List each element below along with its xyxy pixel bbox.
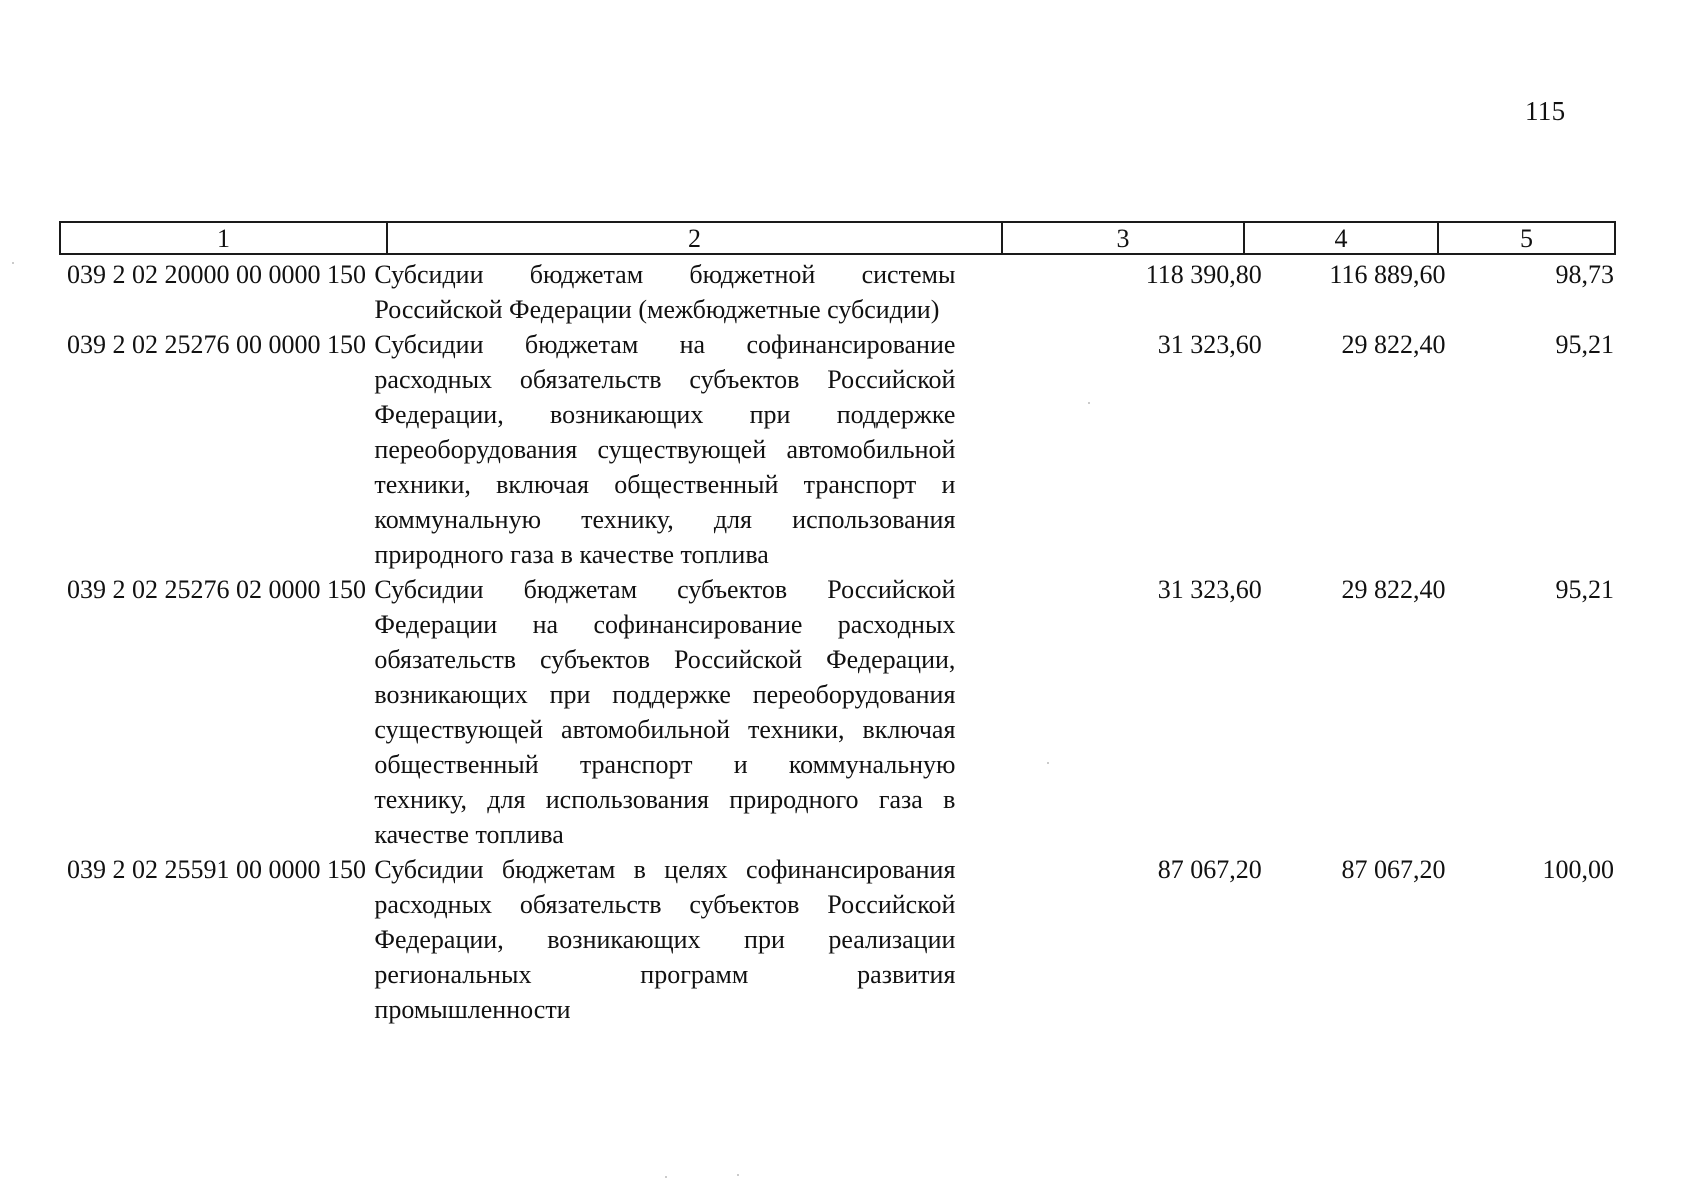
description-line: общественный транспорт и коммунальную: [374, 750, 956, 779]
description-line: Субсидии бюджетам субъектов Российской: [374, 575, 956, 604]
scan-speck: [737, 1174, 739, 1176]
description-line: Федерации на софинансирование расходных: [374, 610, 956, 639]
description-line: переоборудования существующей автомобильной: [374, 435, 956, 464]
description-line: Федерации, возникающих при реализации: [374, 925, 956, 954]
table-row: [59, 852, 1616, 1027]
description-line: Субсидии бюджетам бюджетной системы: [374, 260, 956, 289]
table-row: [59, 572, 1616, 852]
description-line: коммунальную технику, для использования: [374, 505, 956, 534]
description-line: обязательств субъектов Российской Федерации,: [374, 645, 956, 674]
table-row: [59, 257, 1616, 327]
value-col-3: 87 067,20: [1157, 855, 1262, 884]
table-row: [59, 327, 1616, 572]
value-col-5: 95,21: [1555, 575, 1614, 604]
description-line: Субсидии бюджетам в целях софинансирования: [374, 855, 956, 884]
table-body: [59, 257, 1616, 1027]
scan-speck: [1047, 762, 1049, 764]
value-col-3: 118 390,80: [1145, 260, 1262, 289]
description-line: природного газа в качестве топлива: [374, 540, 769, 569]
description-line: качестве топлива: [374, 820, 564, 849]
row-description: [372, 852, 955, 1027]
header-col-4: 4: [1245, 223, 1439, 253]
row-description: [372, 257, 955, 327]
table-header: [59, 221, 1616, 255]
description-line: региональных программ развития: [374, 960, 956, 989]
value-col-4: 87 067,20: [1341, 855, 1446, 884]
header-col-5: 5: [1520, 224, 1533, 253]
value-col-5: 95,21: [1555, 330, 1614, 359]
description-line: расходных обязательств субъектов Российской: [374, 365, 956, 394]
value-col-3: 31 323,60: [1157, 330, 1262, 359]
row-description: [372, 327, 955, 572]
budget-code: 039 2 02 20000 00 0000 150: [67, 260, 366, 289]
description-line: расходных обязательств субъектов Российской: [374, 890, 956, 919]
value-col-5: 98,73: [1555, 260, 1614, 289]
description-line: возникающих при поддержке переоборудования: [374, 680, 956, 709]
budget-code: 039 2 02 25276 02 0000 150: [67, 575, 366, 604]
value-col-4: 29 822,40: [1341, 330, 1446, 359]
description-line: Субсидии бюджетам на софинансирование: [374, 330, 956, 359]
description-line: существующей автомобильной техники, включая: [374, 715, 956, 744]
header-col-2: 2: [388, 223, 1003, 253]
scan-speck: [665, 1176, 667, 1178]
description-line: промышленности: [374, 995, 571, 1024]
value-col-3: 31 323,60: [1157, 575, 1262, 604]
row-description: [372, 572, 955, 852]
scan-speck: [12, 262, 14, 264]
description-line: Российской Федерации (межбюджетные субсидии): [374, 295, 940, 324]
description-line: Федерации, возникающих при поддержке: [374, 400, 956, 429]
scan-speck: [1088, 402, 1090, 404]
budget-code: 039 2 02 25276 00 0000 150: [67, 330, 366, 359]
header-col-3: 3: [1003, 223, 1245, 253]
value-col-5: 100,00: [1542, 855, 1614, 884]
header-col-1: 1: [61, 223, 388, 253]
description-line: техники, включая общественный транспорт и: [374, 470, 956, 499]
budget-code: 039 2 02 25591 00 0000 150: [67, 855, 366, 884]
description-line: технику, для использования природного газа в: [374, 785, 956, 814]
value-col-4: 116 889,60: [1329, 260, 1446, 289]
page-number: 115: [1525, 96, 1566, 126]
value-col-4: 29 822,40: [1341, 575, 1446, 604]
